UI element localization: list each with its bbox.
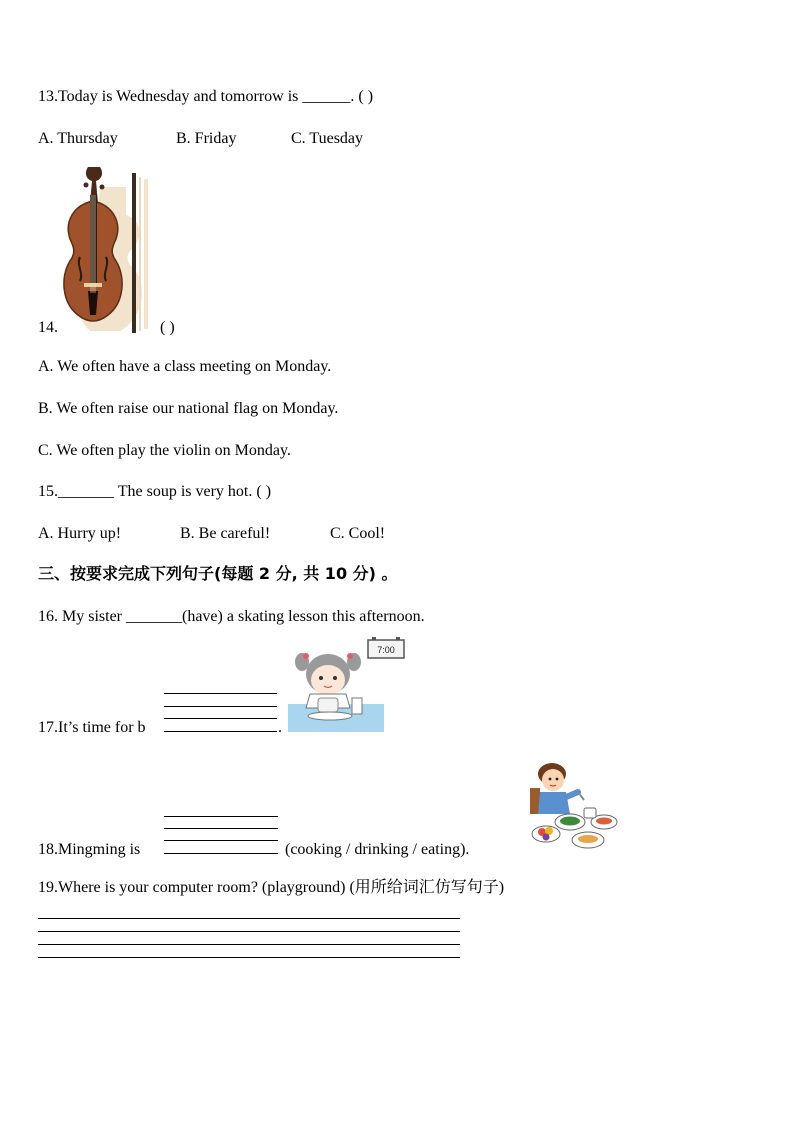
q15-stem: 15._______ The soup is very hot. ( ) xyxy=(38,483,272,500)
q18-answer-line-3 xyxy=(164,840,278,841)
q17-answer-line-1 xyxy=(164,693,277,694)
q17-text-before: 17.It’s time for b xyxy=(38,719,146,736)
q14-option-b: B. We often raise our national flag on Monday. xyxy=(38,400,339,417)
q18-answer-line-1 xyxy=(164,816,278,817)
q14-option-c: C. We often play the violin on Monday. xyxy=(38,442,291,459)
q19-stem: 19.Where is your computer room? (playground) (用所给词汇仿写句子) xyxy=(38,879,505,896)
q13-option-b: B. Friday xyxy=(176,130,237,147)
girl-breakfast-icon xyxy=(288,640,408,734)
clock-time: 7:00 xyxy=(377,645,395,655)
q19-answer-line-4 xyxy=(38,957,460,958)
q17-text-after: . xyxy=(278,719,282,736)
q14-number: 14. xyxy=(38,319,58,336)
q19-answer-line-1 xyxy=(38,918,460,919)
boy-eating-icon xyxy=(516,760,620,852)
q18-answer-line-4 xyxy=(164,853,278,854)
q14-option-a: A. We often have a class meeting on Monday. xyxy=(38,358,332,375)
q18-text-after: (cooking / drinking / eating). xyxy=(285,841,470,858)
violin-icon xyxy=(60,165,152,337)
q14-paren: ( ) xyxy=(160,319,175,336)
q15-option-a: A. Hurry up! xyxy=(38,525,122,542)
q15-option-c: C. Cool! xyxy=(330,525,386,542)
q17-answer-line-2 xyxy=(164,706,277,707)
q13-option-a: A. Thursday xyxy=(38,130,118,147)
q15-option-b: B. Be careful! xyxy=(180,525,271,542)
q13-stem: 13.Today is Wednesday and tomorrow is ______. ( ) xyxy=(38,88,374,105)
q16-stem: 16. My sister _______(have) a skating lesson this afternoon. xyxy=(38,608,425,625)
q19-answer-line-3 xyxy=(38,944,460,945)
q19-answer-line-2 xyxy=(38,931,460,932)
q13-option-c: C. Tuesday xyxy=(291,130,364,147)
q17-answer-line-3 xyxy=(164,718,277,719)
q18-answer-line-2 xyxy=(164,828,278,829)
section-3-heading: 三、按要求完成下列句子(每题 2 分, 共 10 分) 。 xyxy=(38,564,398,583)
q17-answer-line-4 xyxy=(164,731,277,732)
q18-text-before: 18.Mingming is xyxy=(38,841,141,858)
